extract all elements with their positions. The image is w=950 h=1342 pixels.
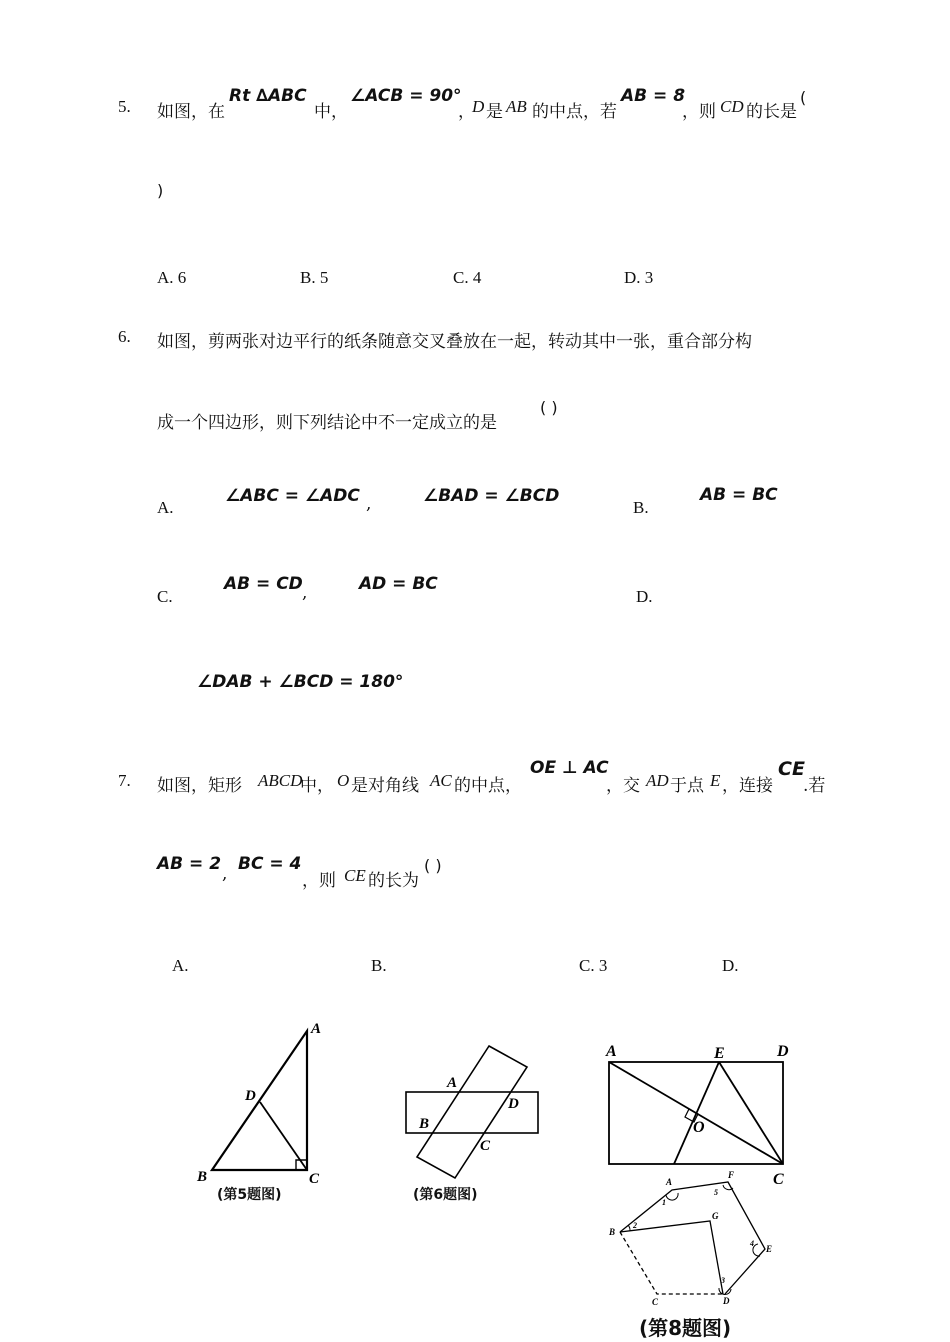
label-a: A xyxy=(447,1075,458,1091)
angle-label-2: 2 xyxy=(633,1221,637,1230)
q7-var-ac: AC xyxy=(430,771,452,790)
q6-option-a-sep: , xyxy=(366,494,372,514)
q5-text-3: ， xyxy=(458,102,475,122)
q6-option-c-math-2: AD = BC xyxy=(359,574,438,594)
figure-6-diagram xyxy=(400,1040,545,1180)
q7-text-5: ，交 xyxy=(606,776,640,796)
figure-5 xyxy=(190,1015,340,1190)
q6-line-2: 成一个四边形，则下列结论中不一定成立的是 xyxy=(157,413,497,433)
label-d: D xyxy=(508,1096,519,1112)
q6-number: 6. xyxy=(118,327,131,346)
q7-option-d[interactable]: D. xyxy=(722,956,739,975)
label-a: A xyxy=(606,1043,617,1060)
label-c: C xyxy=(480,1138,491,1154)
q6-option-b-label[interactable]: B. xyxy=(633,498,649,517)
label-a: A xyxy=(311,1021,322,1037)
q5-var-d: D xyxy=(472,97,485,116)
angle-label-5: 5 xyxy=(714,1188,718,1197)
polygon-dashed-edges xyxy=(620,1232,725,1294)
angle-arc-b xyxy=(628,1225,630,1231)
q7-text-3: 是对角线 xyxy=(351,776,419,796)
label-c: C xyxy=(773,1171,784,1186)
q5-paren-open: ( xyxy=(800,88,807,107)
segment-ce xyxy=(719,1062,783,1164)
q7-var-o: O xyxy=(337,771,350,790)
angle-label-3: 3 xyxy=(721,1276,725,1285)
label-e: E xyxy=(766,1244,773,1254)
q7-text-1: 如图，矩形 xyxy=(157,776,242,796)
q7-text-6: 于点 xyxy=(670,776,704,796)
figure-5-diagram xyxy=(190,1015,340,1185)
q5-text-2: 中， xyxy=(314,102,348,122)
q7-number: 7. xyxy=(118,771,131,790)
q7-var-e: E xyxy=(710,771,721,790)
q7-option-b[interactable]: B. xyxy=(371,956,387,975)
q7-math-perp: OE ⊥ AC xyxy=(530,758,609,778)
label-o: O xyxy=(693,1119,705,1136)
q5-text-6: ，则 xyxy=(682,102,716,122)
angle-label-4: 4 xyxy=(750,1239,754,1248)
q5-number: 5. xyxy=(118,97,131,116)
label-f: F xyxy=(728,1170,735,1180)
q7-sep: , xyxy=(222,864,228,884)
q7-var-ad: AD xyxy=(646,771,669,790)
q7-var-abcd: ABCD xyxy=(258,771,303,790)
figure-6 xyxy=(400,1040,545,1185)
q7-text-9: ，则 xyxy=(302,871,336,891)
q6-option-a-label[interactable]: A. xyxy=(157,498,174,517)
q5-paren-close: ) xyxy=(157,181,164,200)
figure-5-caption: (第5题图) xyxy=(217,1187,282,1203)
q5-option-d[interactable]: D. 3 xyxy=(624,268,654,287)
angle-label-1: 1 xyxy=(662,1198,666,1207)
q5-text-1: 如图，在 xyxy=(157,102,225,122)
label-c: C xyxy=(309,1171,320,1185)
label-b: B xyxy=(197,1169,208,1185)
q5-math-angle: ∠ACB = 90° xyxy=(350,86,462,106)
q6-option-a-math-1: ∠ABC = ∠ADC xyxy=(225,486,360,506)
q6-option-c-math-1: AB = CD xyxy=(224,574,303,594)
q5-option-b[interactable]: B. 5 xyxy=(300,268,329,287)
figure-6-caption: (第6题图) xyxy=(413,1187,478,1203)
q7-option-c[interactable]: C. 3 xyxy=(579,956,608,975)
q7-var-ce: CE xyxy=(344,866,366,885)
q5-option-a[interactable]: A. 6 xyxy=(157,268,187,287)
q7-text-8: .若 xyxy=(803,776,826,796)
q6-line-1: 如图，剪两张对边平行的纸条随意交叉叠放在一起，转动其中一张，重合部分构 xyxy=(157,332,752,352)
rotated-strip xyxy=(417,1046,527,1178)
q7-text-4: 的中点， xyxy=(454,776,522,796)
q7-option-a[interactable]: A. xyxy=(172,956,189,975)
q5-text-4: 是 xyxy=(486,102,503,122)
q5-math-ab: AB = 8 xyxy=(621,86,686,106)
label-c: C xyxy=(652,1297,659,1307)
label-d: D xyxy=(777,1043,789,1060)
q5-var-cd: CD xyxy=(720,97,744,116)
q7-text-2: 中， xyxy=(300,776,334,796)
label-b: B xyxy=(419,1116,430,1132)
q5-var-ab: AB xyxy=(506,97,527,116)
q6-option-d-math: ∠DAB + ∠BCD = 180° xyxy=(197,672,404,692)
label-a: A xyxy=(666,1177,673,1187)
q7-math-ce: CE xyxy=(778,758,805,780)
q7-answer-paren: ( ) xyxy=(424,856,442,875)
q5-text-5: 的中点，若 xyxy=(532,102,617,122)
q5-text-7: 的长是 xyxy=(746,102,797,122)
figure-8-caption: (第8题图) xyxy=(639,1316,732,1340)
q7-math-bc: BC = 4 xyxy=(238,854,302,874)
q7-text-10: 的长为 xyxy=(368,871,419,891)
q6-option-a-math-2: ∠BAD = ∠BCD xyxy=(423,486,560,506)
q6-option-d-label[interactable]: D. xyxy=(636,587,653,606)
q6-option-c-label[interactable]: C. xyxy=(157,587,173,606)
q5-option-c[interactable]: C. 4 xyxy=(453,268,482,287)
label-b: B xyxy=(609,1227,616,1237)
q6-option-c-sep: , xyxy=(302,583,308,603)
label-d: D xyxy=(245,1088,256,1104)
polygon-solid-edges xyxy=(620,1182,765,1294)
label-g: G xyxy=(712,1211,719,1221)
q5-math-rt-triangle: Rt ∆ABC xyxy=(229,86,307,106)
figure-8-diagram xyxy=(600,1162,800,1312)
label-e: E xyxy=(714,1045,725,1062)
q6-option-b-math: AB = BC xyxy=(700,485,778,505)
q6-answer-paren: ( ) xyxy=(540,398,558,417)
q7-math-ab: AB = 2 xyxy=(157,854,222,874)
figure-8 xyxy=(600,1162,800,1317)
label-d: D xyxy=(723,1296,730,1306)
q7-text-7: ，连接 xyxy=(722,776,773,796)
